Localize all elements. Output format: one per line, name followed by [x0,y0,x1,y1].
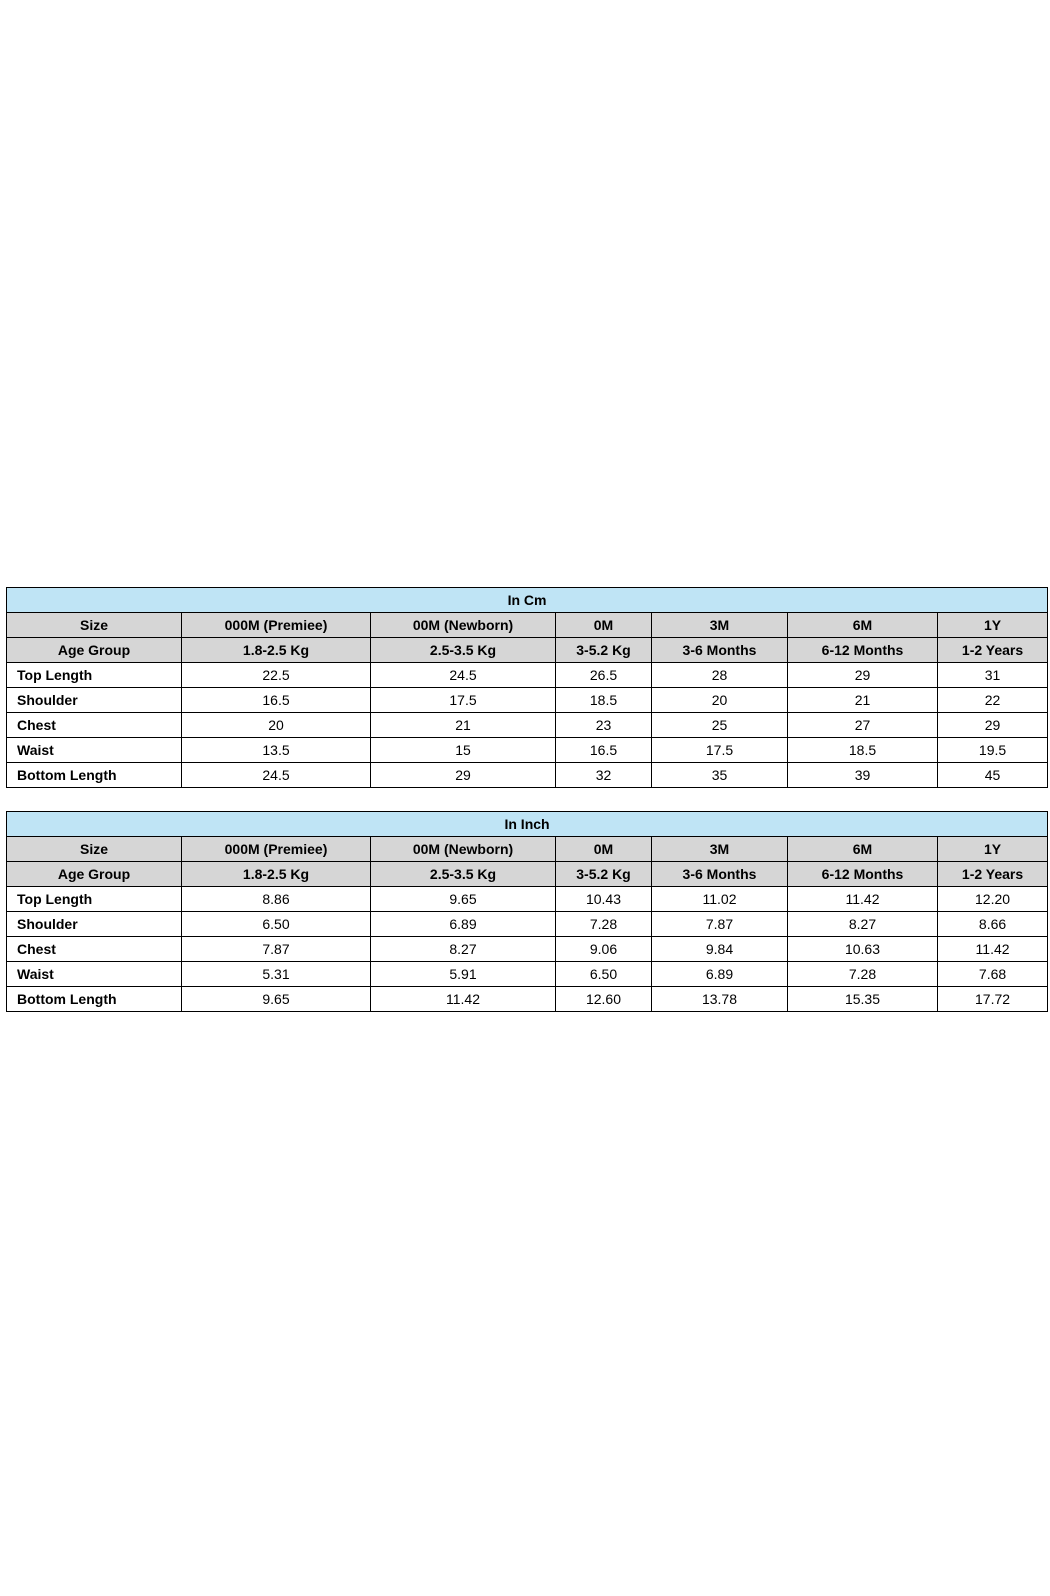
table-cell: 6.89 [652,962,788,987]
size-header-cell: 00M (Newborn) [371,837,556,862]
table-cell: 22 [938,688,1048,713]
age-group-header-cell: 3-5.2 Kg [556,862,652,887]
table-cell: 12.60 [556,987,652,1012]
age-group-header-cell: 1-2 Years [938,638,1048,663]
age-group-header-cell: 1-2 Years [938,862,1048,887]
table-cell: 21 [371,713,556,738]
table-cell: 23 [556,713,652,738]
table-cell: 8.66 [938,912,1048,937]
table-cell: 28 [652,663,788,688]
row-label: Shoulder [7,912,182,937]
size-header-cell: 1Y [938,837,1048,862]
table-cell: 7.87 [182,937,371,962]
table-cell: 6.50 [556,962,652,987]
table-cell: 22.5 [182,663,371,688]
table-cell: 8.27 [788,912,938,937]
table-cell: 29 [371,763,556,788]
table-row [7,962,1048,987]
size-header-label: Size [7,613,182,638]
size-header-cell: 00M (Newborn) [371,613,556,638]
table-cell: 29 [938,713,1048,738]
age-group-header-cell: 1.8-2.5 Kg [182,862,371,887]
table-cell: 16.5 [556,738,652,763]
row-label: Bottom Length [7,763,182,788]
size-header-cell: 000M (Premiee) [182,613,371,638]
size-header-cell: 6M [788,837,938,862]
table-cell: 20 [652,688,788,713]
table-row [7,763,1048,788]
table-cell: 7.87 [652,912,788,937]
table-cell: 21 [788,688,938,713]
size-header-row [7,613,1048,638]
table-cell: 17.72 [938,987,1048,1012]
table-cell: 31 [938,663,1048,688]
table-title: In Cm [7,588,1048,613]
table-cell: 24.5 [371,663,556,688]
table-cell: 19.5 [938,738,1048,763]
age-group-header-label: Age Group [7,638,182,663]
table-cell: 17.5 [371,688,556,713]
table-row [7,663,1048,688]
size-header-label: Size [7,837,182,862]
age-group-header-cell: 3-6 Months [652,862,788,887]
age-group-header-cell: 1.8-2.5 Kg [182,638,371,663]
table-cell: 10.43 [556,887,652,912]
row-label: Waist [7,962,182,987]
row-label: Shoulder [7,688,182,713]
table-cell: 6.89 [371,912,556,937]
table-cell: 13.5 [182,738,371,763]
age-group-header-cell: 3-5.2 Kg [556,638,652,663]
table-cell: 9.06 [556,937,652,962]
table-cell: 11.42 [371,987,556,1012]
table-cell: 29 [788,663,938,688]
table-cell: 10.63 [788,937,938,962]
row-label: Chest [7,937,182,962]
row-label: Waist [7,738,182,763]
age-group-header-cell: 3-6 Months [652,638,788,663]
table-cell: 18.5 [788,738,938,763]
size-chart-inch-table [6,811,1048,1012]
table-cell: 9.65 [371,887,556,912]
table-cell: 15 [371,738,556,763]
age-group-header-label: Age Group [7,862,182,887]
size-header-row [7,837,1048,862]
table-cell: 7.28 [788,962,938,987]
table-cell: 35 [652,763,788,788]
age-group-header-cell: 6-12 Months [788,862,938,887]
table-cell: 9.65 [182,987,371,1012]
table-cell: 5.31 [182,962,371,987]
table-cell: 18.5 [556,688,652,713]
table-row [7,937,1048,962]
table-cell: 13.78 [652,987,788,1012]
row-label: Chest [7,713,182,738]
table-row [7,987,1048,1012]
table-cell: 25 [652,713,788,738]
table-cell: 39 [788,763,938,788]
table-cell: 6.50 [182,912,371,937]
table-cell: 7.28 [556,912,652,937]
table-cell: 11.42 [788,887,938,912]
size-header-cell: 6M [788,613,938,638]
size-header-cell: 0M [556,613,652,638]
size-chart-cm-table [6,587,1048,788]
table-cell: 7.68 [938,962,1048,987]
table-cell: 15.35 [788,987,938,1012]
size-header-cell: 3M [652,613,788,638]
age-group-header-row [7,638,1048,663]
table-cell: 8.86 [182,887,371,912]
age-group-header-cell: 6-12 Months [788,638,938,663]
table-cell: 11.02 [652,887,788,912]
table-cell: 5.91 [371,962,556,987]
table-cell: 17.5 [652,738,788,763]
table-cell: 24.5 [182,763,371,788]
table-cell: 9.84 [652,937,788,962]
table-cell: 16.5 [182,688,371,713]
table-cell: 11.42 [938,937,1048,962]
table-row [7,738,1048,763]
table-cell: 32 [556,763,652,788]
table-cell: 27 [788,713,938,738]
table-title: In Inch [7,812,1048,837]
row-label: Top Length [7,887,182,912]
table-cell: 20 [182,713,371,738]
size-header-cell: 1Y [938,613,1048,638]
table-cell: 12.20 [938,887,1048,912]
table-row [7,887,1048,912]
row-label: Bottom Length [7,987,182,1012]
table-cell: 26.5 [556,663,652,688]
table-cell: 8.27 [371,937,556,962]
table-row [7,713,1048,738]
age-group-header-cell: 2.5-3.5 Kg [371,862,556,887]
size-header-cell: 000M (Premiee) [182,837,371,862]
table-row [7,688,1048,713]
table-cell: 45 [938,763,1048,788]
table-row [7,912,1048,937]
age-group-header-cell: 2.5-3.5 Kg [371,638,556,663]
row-label: Top Length [7,663,182,688]
age-group-header-row [7,862,1048,887]
size-header-cell: 0M [556,837,652,862]
size-header-cell: 3M [652,837,788,862]
